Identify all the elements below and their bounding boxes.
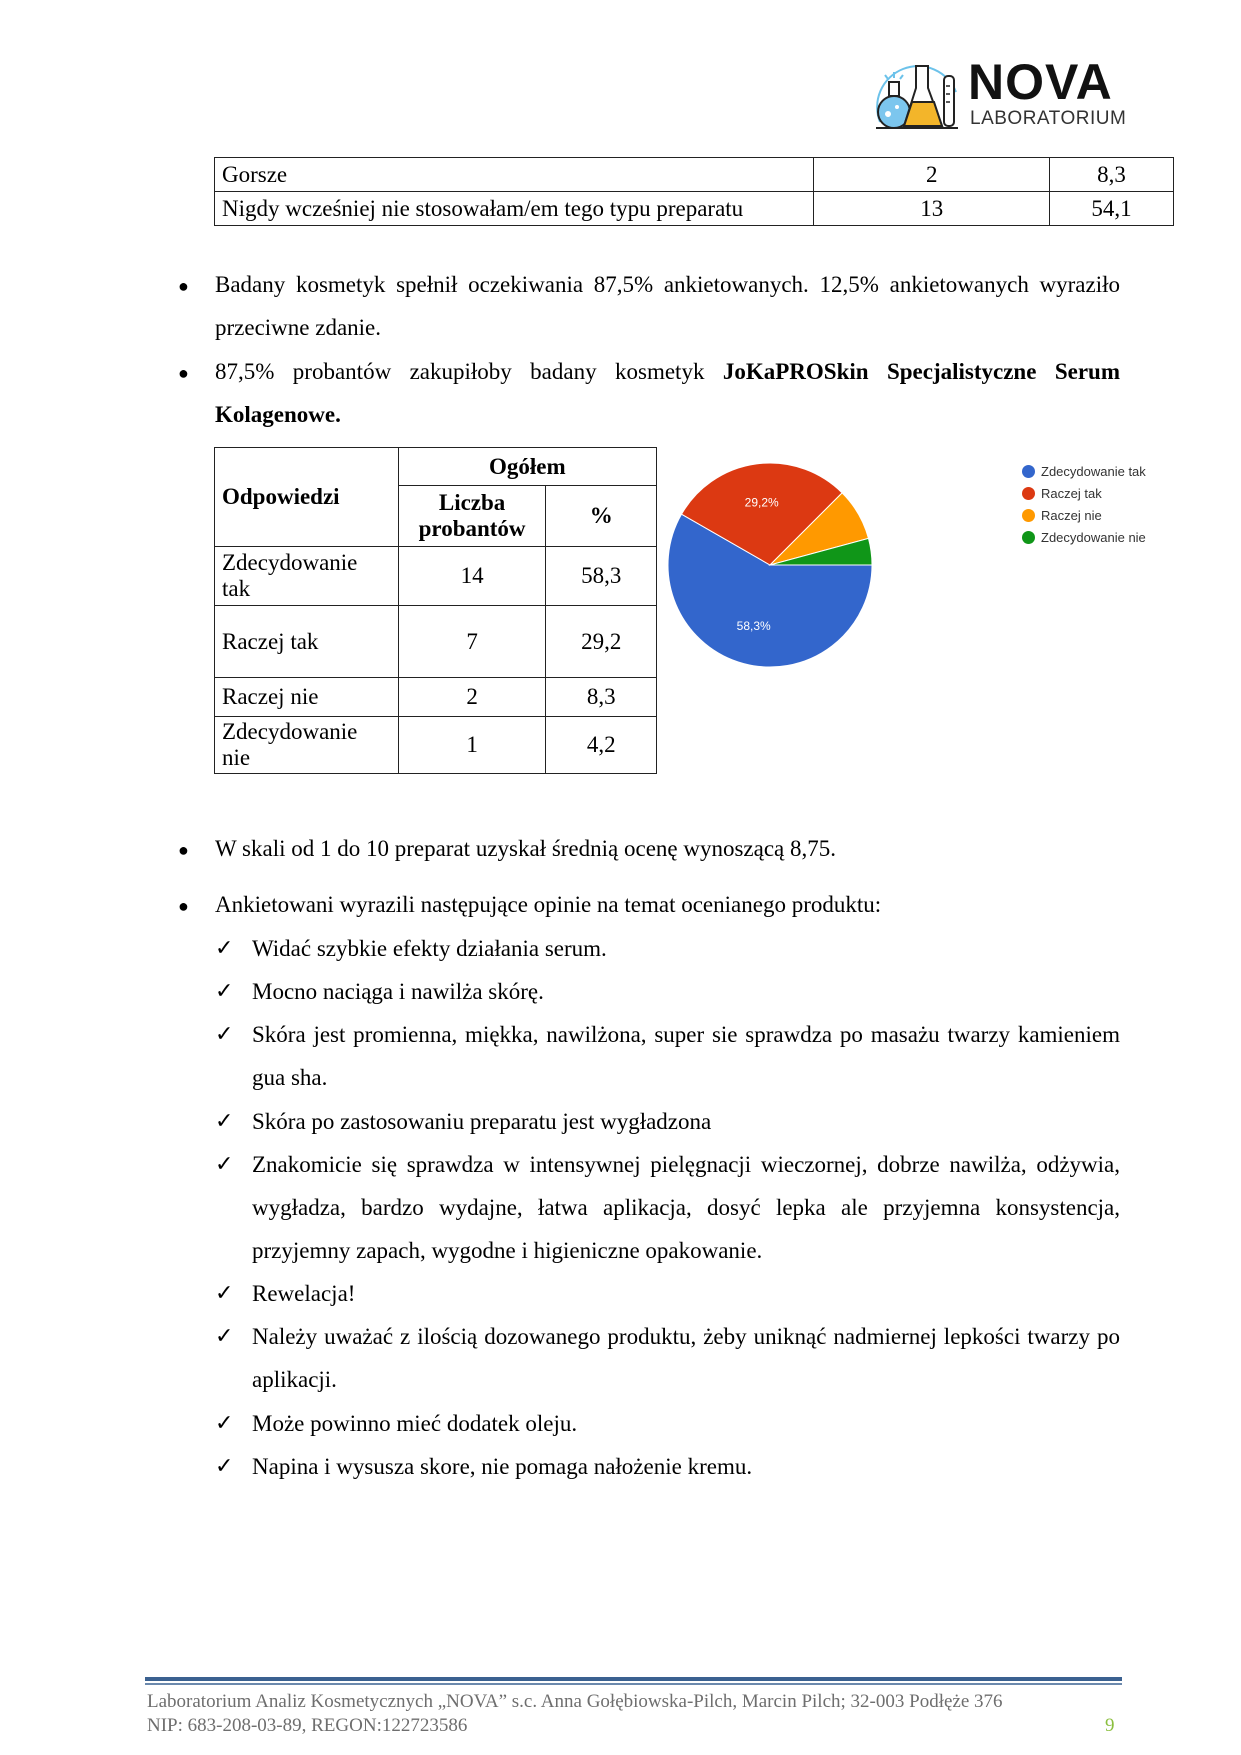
row-count: 1 bbox=[398, 717, 546, 774]
row-count: 13 bbox=[814, 192, 1050, 226]
header-answers: Odpowiedzi bbox=[215, 448, 399, 547]
page-number: 9 bbox=[1105, 1715, 1115, 1736]
opinion-item: Rewelacja! bbox=[252, 1281, 356, 1306]
checkmark-icon: ✓ bbox=[215, 1021, 234, 1046]
row-percent: 29,2 bbox=[546, 606, 657, 678]
row-percent: 8,3 bbox=[546, 678, 657, 717]
header-count: Liczba probantów bbox=[398, 486, 546, 547]
row-label: Nigdy wcześniej nie stosowałam/em tego typu preparatu bbox=[215, 192, 814, 226]
footer-address bbox=[147, 1690, 1003, 1738]
bullet-icon: ● bbox=[178, 840, 189, 860]
product-name: JoKaPROSkin Specjalistyczne Serum Kolagenowe. bbox=[215, 359, 1120, 427]
logo-subtitle: LABORATORIUM bbox=[970, 108, 1127, 129]
purchase-pie-chart bbox=[660, 455, 880, 675]
purchase-intent-table bbox=[214, 447, 657, 774]
footer-divider-thin bbox=[145, 1683, 1122, 1685]
logo-title: NOVA bbox=[968, 54, 1113, 110]
purchase-paragraph bbox=[215, 350, 1120, 436]
checkmark-icon: ✓ bbox=[215, 1280, 234, 1305]
table-row bbox=[215, 192, 1174, 226]
checkmark-icon: ✓ bbox=[215, 1453, 234, 1478]
table-row bbox=[215, 717, 657, 774]
row-count: 2 bbox=[398, 678, 546, 717]
row-label: Zdecydowanie tak bbox=[215, 547, 399, 606]
footer-divider bbox=[145, 1677, 1122, 1681]
purchase-text: 87,5% probantów zakupiłoby badany kosmetyk bbox=[215, 359, 723, 384]
checkmark-icon: ✓ bbox=[215, 978, 234, 1003]
opinion-item: Mocno naciąga i nawilża skórę. bbox=[252, 979, 544, 1004]
row-label: Zdecydowanie nie bbox=[215, 717, 399, 774]
opinion-item: Widać szybkie efekty działania serum. bbox=[252, 936, 607, 961]
checkmark-icon: ✓ bbox=[215, 1151, 234, 1176]
legend-item bbox=[1022, 482, 1146, 504]
legend-dot-icon bbox=[1022, 509, 1035, 522]
row-percent: 54,1 bbox=[1050, 192, 1174, 226]
row-count: 7 bbox=[398, 606, 546, 678]
table-row bbox=[215, 158, 1174, 192]
legend-label: Raczej nie bbox=[1041, 507, 1102, 523]
opinions-intro: Ankietowani wyrazili następujące opinie na temat ocenianego produktu: bbox=[215, 892, 882, 917]
legend-label: Raczej tak bbox=[1041, 485, 1102, 501]
table-row bbox=[215, 547, 657, 606]
checkmark-icon: ✓ bbox=[215, 935, 234, 960]
opinion-item: Skóra po zastosowaniu preparatu jest wygładzona bbox=[252, 1109, 712, 1134]
row-label: Gorsze bbox=[215, 158, 814, 192]
pie-slice-label: 29,2% bbox=[744, 495, 779, 510]
row-percent: 8,3 bbox=[1050, 158, 1174, 192]
legend-item bbox=[1022, 526, 1146, 548]
row-percent: 4,2 bbox=[546, 717, 657, 774]
company-logo bbox=[872, 52, 1134, 138]
lab-flasks-icon bbox=[872, 52, 964, 138]
previous-product-table bbox=[214, 157, 1174, 226]
legend-item bbox=[1022, 460, 1146, 482]
header-group: Ogółem bbox=[398, 448, 656, 486]
header-percent: % bbox=[546, 486, 657, 547]
checkmark-icon: ✓ bbox=[215, 1410, 234, 1435]
row-percent: 58,3 bbox=[546, 547, 657, 606]
row-count: 14 bbox=[398, 547, 546, 606]
opinion-item: Należy uważać z ilością dozowanego produktu, żeby uniknąć nadmiernej lepkości twarzy po aplikacji. bbox=[252, 1324, 1120, 1392]
legend-label: Zdecydowanie nie bbox=[1041, 529, 1146, 545]
expectations-paragraph: Badany kosmetyk spełnił oczekiwania 87,5% ankietowanych. 12,5% ankietowanych wyraziło przeciwne zdanie. bbox=[215, 272, 1120, 340]
opinion-item: Napina i wysusza skore, nie pomaga nałożenie kremu. bbox=[252, 1454, 753, 1479]
footer-line-1: Laboratorium Analiz Kosmetycznych „NOVA” s.c. Anna Gołębiowska-Pilch, Marcin Pilch; 32-003 Podłęże 376 bbox=[147, 1691, 1003, 1712]
checkmark-icon: ✓ bbox=[215, 1323, 234, 1348]
row-label: Raczej nie bbox=[215, 678, 399, 717]
legend-label: Zdecydowanie tak bbox=[1041, 463, 1146, 479]
pie-legend bbox=[1022, 460, 1146, 548]
table-row bbox=[215, 606, 657, 678]
footer-line-2: NIP: 683-208-03-89, REGON:122723586 bbox=[147, 1715, 468, 1736]
row-count: 2 bbox=[814, 158, 1050, 192]
bullet-icon: ● bbox=[178, 276, 189, 296]
row-label: Raczej tak bbox=[215, 606, 399, 678]
legend-dot-icon bbox=[1022, 487, 1035, 500]
rating-paragraph: W skali od 1 do 10 preparat uzyskał średnią ocenę wynoszącą 8,75. bbox=[215, 836, 837, 861]
legend-dot-icon bbox=[1022, 531, 1035, 544]
opinion-item: Znakomicie się sprawdza w intensywnej pielęgnacji wieczornej, dobrze nawilża, odżywia, wygładza, bardzo wydajne, łatwa aplikacja, dosyć lepka ale przyjemna konsystencja, przyjemny zapach, wygodne i higieniczne opakowanie. bbox=[252, 1152, 1120, 1263]
table-row bbox=[215, 678, 657, 717]
pie-slice-label: 58,3% bbox=[736, 619, 771, 634]
table-header-row bbox=[215, 448, 657, 486]
opinion-item: Skóra jest promienna, miękka, nawilżona, super sie sprawdza po masażu twarzy kamieniem gua sha. bbox=[252, 1022, 1120, 1090]
legend-item bbox=[1022, 504, 1146, 526]
checkmark-icon: ✓ bbox=[215, 1108, 234, 1133]
bullet-icon: ● bbox=[178, 363, 189, 383]
opinion-item: Może powinno mieć dodatek oleju. bbox=[252, 1411, 578, 1436]
legend-dot-icon bbox=[1022, 465, 1035, 478]
bullet-icon: ● bbox=[178, 896, 189, 916]
